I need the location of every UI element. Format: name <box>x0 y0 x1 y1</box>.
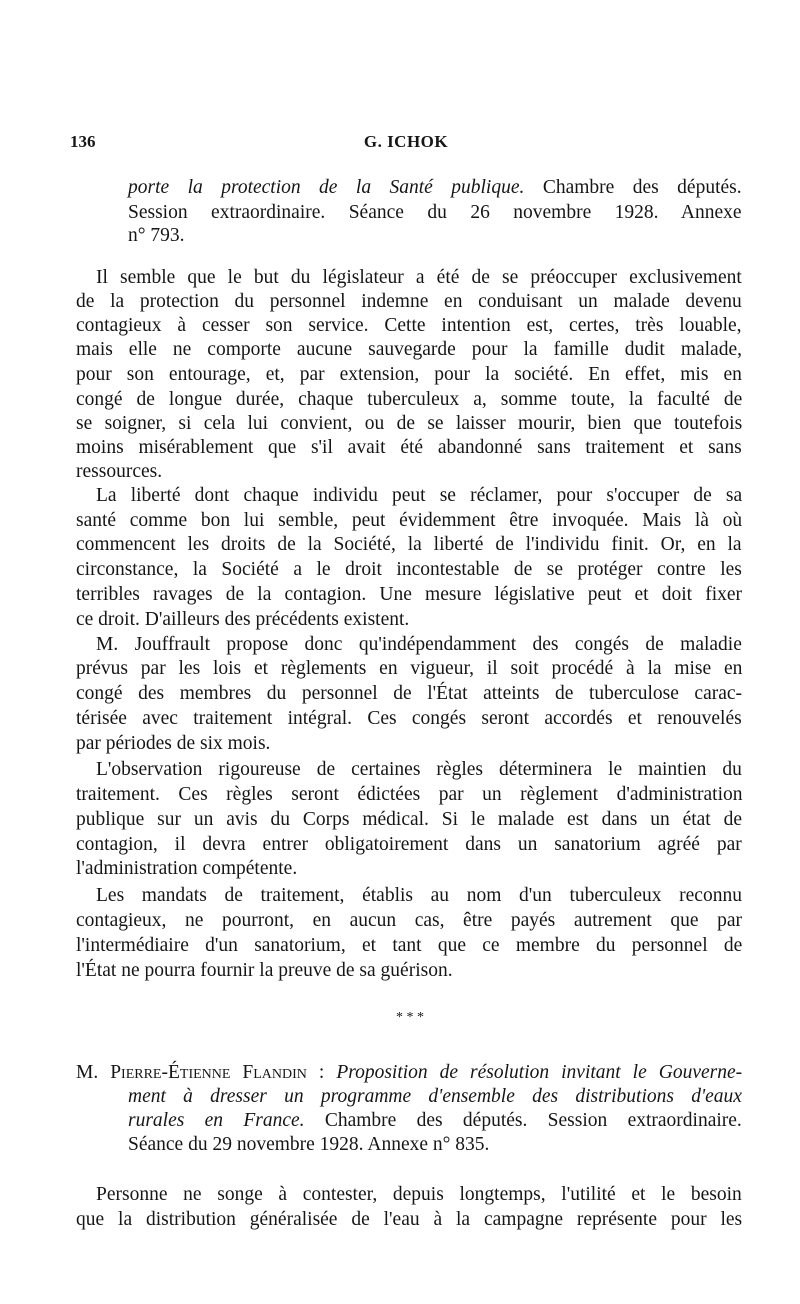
text-segment: commencent les droits de la Société, la liberté de l'individu finit. Or, en la <box>76 534 742 555</box>
text-line <box>128 224 185 248</box>
text-line <box>96 1183 742 1207</box>
text-segment: rurales en France. <box>128 1110 305 1131</box>
text-segment: de la protection du personnel indemne en conduisant un malade devenu <box>76 291 742 312</box>
text-segment: se soigner, si cela lui convient, ou de se laisser mourir, bien que toutefois <box>76 413 743 434</box>
text-line <box>76 436 742 460</box>
text-line <box>76 412 742 436</box>
text-line <box>76 959 453 983</box>
text-segment: l'intermédiaire d'un sanatorium, et tant que ce membre du personnel de <box>76 935 743 956</box>
text-segment: L'observation rigoureuse de certaines règles déterminera le maintien du <box>96 759 742 780</box>
text-line <box>76 909 742 933</box>
text-line <box>128 1133 489 1157</box>
text-line <box>76 732 270 756</box>
text-line <box>96 884 742 908</box>
text-line <box>76 1061 742 1085</box>
text-segment: congé des membres du personnel de l'État atteints de tuberculose carac- <box>76 683 743 704</box>
text-line <box>128 201 742 225</box>
text-segment: ce droit. D'ailleurs des précédents existent. <box>76 609 410 630</box>
text-line <box>76 290 742 314</box>
text-segment: terribles ravages de la contagion. Une mesure législative peut et doit fixer <box>76 584 743 605</box>
text-segment: M. Pierre-Étienne Flandin : <box>76 1062 337 1083</box>
text-line <box>76 314 742 338</box>
text-segment: contagieux, ne pourront, en aucun cas, être payés autrement que par <box>76 910 742 931</box>
text-line <box>76 934 742 958</box>
text-segment: Les mandats de traitement, établis au nom d'un tuberculeux reconnu <box>96 885 742 906</box>
page-header <box>70 132 742 156</box>
text-line <box>76 583 742 607</box>
text-segment: Session extraordinaire. Séance du 26 novembre 1928. Annexe <box>128 202 742 223</box>
text-segment: M. Jouffrault propose donc qu'indépendamment des congés de maladie <box>96 634 742 655</box>
text-segment: mais elle ne comporte aucune sauvegarde pour la famille dudit malade, <box>76 339 742 360</box>
text-line <box>96 266 742 290</box>
text-line <box>76 388 742 412</box>
text-segment: pour son entourage, et, par extension, pour la société. En effet, mis en <box>76 364 742 385</box>
text-segment: ment à dresser un programme d'ensemble des distributions d'eaux <box>128 1086 742 1107</box>
text-line <box>96 484 742 508</box>
text-segment: publique sur un avis du Corps médical. Si le malade est dans un état de <box>76 809 743 830</box>
text-segment: Proposition de résolution invitant le Gouverne- <box>336 1062 743 1083</box>
text-line <box>76 363 742 387</box>
text-line <box>76 338 742 362</box>
text-line <box>76 707 742 731</box>
section-separator: * * * <box>396 1010 424 1025</box>
text-line <box>76 808 742 832</box>
text-line <box>76 783 743 807</box>
text-segment: La liberté dont chaque individu peut se réclamer, pour s'occuper de sa <box>96 485 743 506</box>
text-line <box>76 558 742 582</box>
text-line <box>96 633 742 657</box>
text-segment: Il semble que le but du législateur a été de se préoccuper exclusivement <box>96 267 742 288</box>
text-line <box>76 460 162 484</box>
page-number: 136 <box>70 132 96 151</box>
text-line <box>76 657 742 681</box>
text-segment: Chambre des députés. <box>524 177 742 198</box>
text-segment: que la distribution généralisée de l'eau à la campagne représente pour les <box>76 1209 743 1230</box>
text-segment: circonstance, la Société a le droit incontestable de se protéger contre les <box>76 559 742 580</box>
text-segment: n° 793. <box>128 225 185 246</box>
text-segment: moins misérablement que s'il avait été abandonné sans traitement et sans <box>76 437 742 458</box>
text-line <box>76 682 742 706</box>
text-segment: porte la protection de la Santé publique. <box>128 177 525 198</box>
text-segment: Chambre des députés. Session extraordinaire. <box>304 1110 742 1131</box>
text-segment: Séance du 29 novembre 1928. Annexe n° 835. <box>128 1134 490 1155</box>
text-segment: santé comme bon lui semble, peut évidemment être invoquée. Mais là où <box>76 510 743 531</box>
text-line <box>76 608 409 632</box>
text-segment: contagieux à cesser son service. Cette intention est, certes, très louable, <box>76 315 742 336</box>
text-segment: térisée avec traitement intégral. Ces congés seront accordés et renouvelés <box>76 708 742 729</box>
text-segment: l'administration compétente. <box>76 858 298 879</box>
text-segment: ressources. <box>76 461 163 482</box>
text-segment: prévus par les lois et règlements en vigueur, il soit procédé à la mise en <box>76 658 743 679</box>
text-line <box>76 1208 742 1232</box>
text-segment: par périodes de six mois. <box>76 733 271 754</box>
text-line <box>76 833 742 857</box>
text-line <box>76 509 742 533</box>
text-line <box>128 1085 742 1109</box>
text-segment: Personne ne songe à contester, depuis longtemps, l'utilité et le besoin <box>96 1184 742 1205</box>
text-line <box>76 857 297 881</box>
text-line <box>96 758 742 782</box>
text-line <box>128 1109 742 1133</box>
text-segment: contagion, il devra entrer obligatoirement dans un sanatorium agréé par <box>76 834 742 855</box>
text-segment: l'État ne pourra fournir la preuve de sa guérison. <box>76 960 453 981</box>
text-line <box>128 176 742 200</box>
text-segment: traitement. Ces règles seront édictées par un règlement d'administration <box>76 784 743 805</box>
text-segment: congé de longue durée, chaque tuberculeux a, somme toute, la faculté de <box>76 389 743 410</box>
text-line <box>76 533 742 557</box>
running-head: G. ICHOK <box>363 132 449 151</box>
